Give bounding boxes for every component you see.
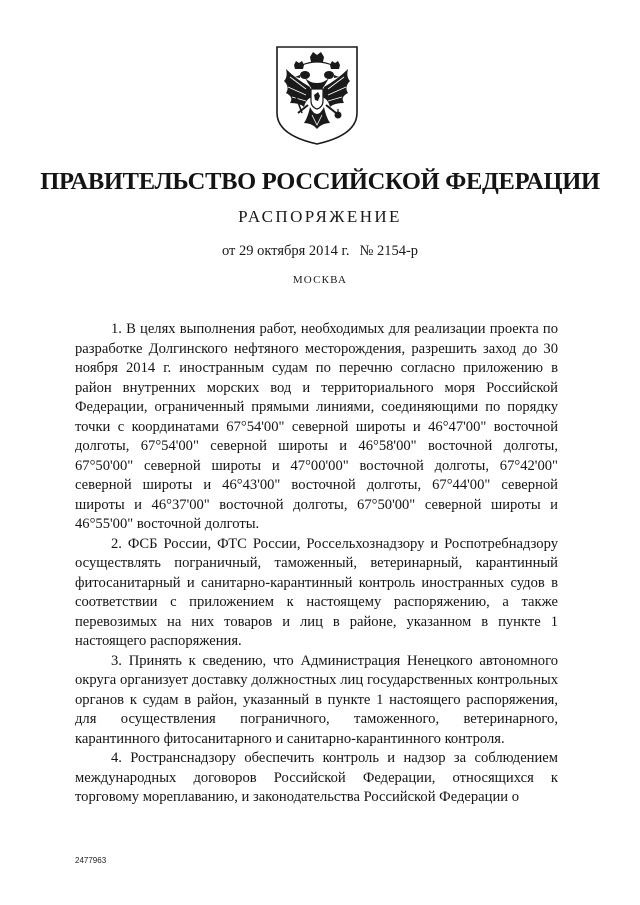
paragraph-4: 4. Ространснадзору обеспечить контроль и надзор за соблюдением международных договоров Российской Федерации, относящихся к торговому мореплаванию, и законодательства Российской Федерации о bbox=[75, 750, 558, 805]
document-city: МОСКВА bbox=[292, 274, 348, 286]
document-body bbox=[75, 320, 558, 808]
government-title: ПРАВИТЕЛЬСТВО РОССИЙСКОЙ ФЕДЕРАЦИИ bbox=[40, 168, 600, 195]
document-type: РАСПОРЯЖЕНИЕ bbox=[238, 207, 402, 226]
paragraph-1: 1. В целях выполнения работ, необходимых для реализации проекта по разработке Долгинского нефтяного месторождения, разрешить заход до 30 ноября 2014 г. иностранным судам по перечню согласно приложению в район внутренних морских вод и территориального моря Российской Федерации, ограниченный прямыми линиями, соединяющими по порядку точки с координатами 67°54'00" северной широты и 46°47'00" восточной долготы, 67°54'00" северной широты и 46°58'00" восточной долготы, 67°50'00" северной широты и 47°00'00" восточной долготы, 67°42'00" северной широты и 46°43'00" восточной долготы, 67°44'00" северной широты и 46°37'00" восточной долготы, 67°50'00" северной широты и 46°55'00" восточной долготы. bbox=[75, 321, 558, 532]
paragraph-3: 3. Принять к сведению, что Администрация Ненецкого автономного округа организует доставку должностных лиц государственных контрольных органов к судам в район, указанный в пункте 1 настоящего распоряжения, для осуществления пограничного, таможенного, ветеринарного, карантинного фитосанитарного и санитарно-карантинного контроля. bbox=[75, 652, 558, 747]
russian-coat-of-arms-icon bbox=[274, 43, 360, 147]
document-code: 2477963 bbox=[75, 856, 107, 865]
document-date-line bbox=[0, 243, 640, 260]
document-date: от 29 октября 2014 г. bbox=[221, 243, 350, 259]
document-number: № 2154-р bbox=[359, 243, 419, 259]
paragraph-2: 2. ФСБ России, ФТС России, Россельхознадзору и Роспотребнадзору осуществлять пограничный, таможенный, ветеринарный, карантинный фитосанитарный и санитарно-карантинный контроль иностранных судов в соответствии с приложением к настоящему распоряжению, а также перевозимых на них товаров и лиц в районе, указанном в пункте 1 настоящего распоряжения. bbox=[75, 535, 558, 649]
